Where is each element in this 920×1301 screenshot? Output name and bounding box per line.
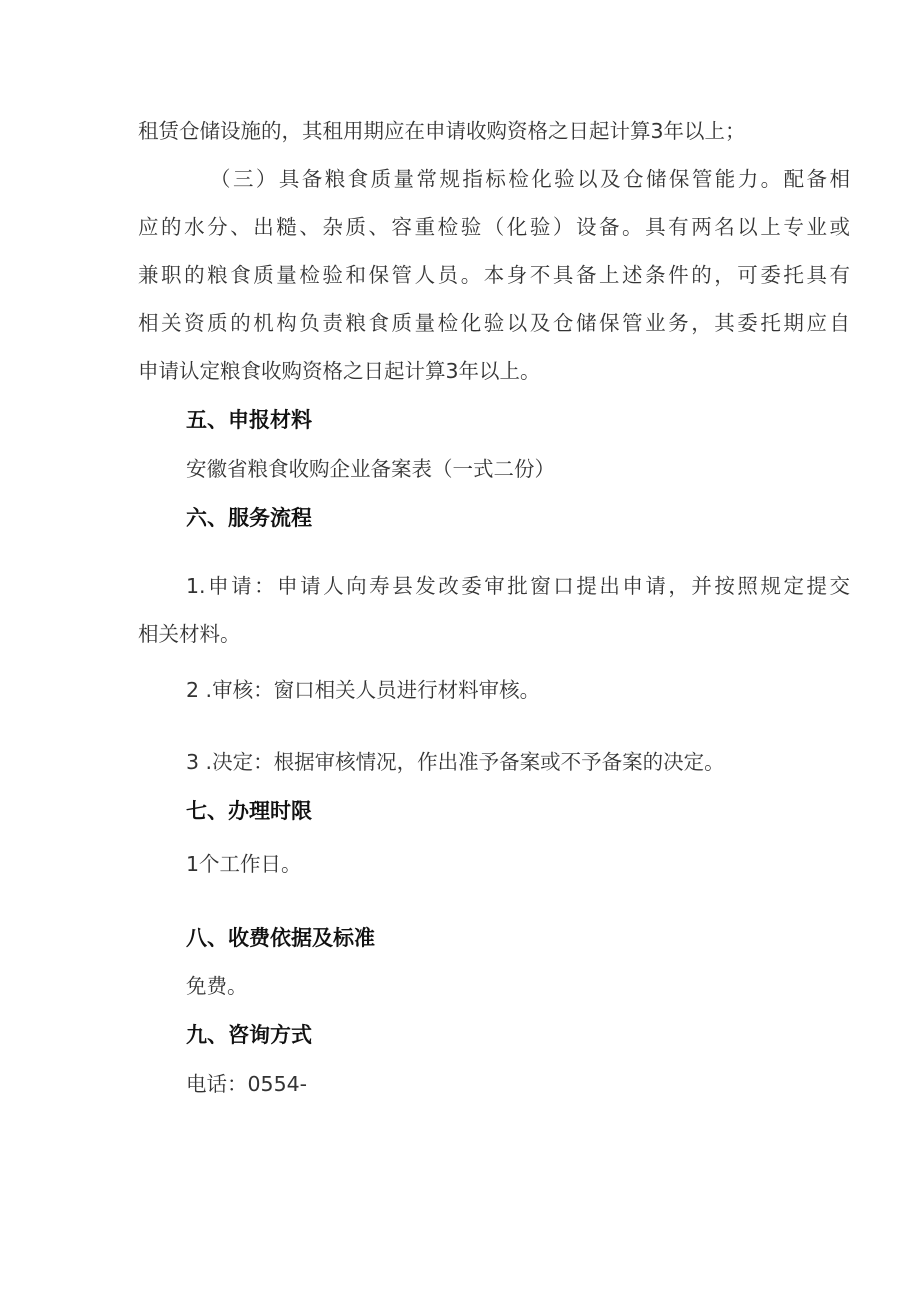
section-body-materials: 安徽省粮食收购企业备案表（一式二份） xyxy=(186,457,555,481)
paragraph-line: 申请认定粮食收购资格之日起计算3年以上。 xyxy=(138,359,541,383)
paragraph-line: （三）具备粮食质量常规指标检化验以及仓储保管能力。配备相 xyxy=(210,167,850,191)
process-step-review: 2 .审核：窗口相关人员进行材料审核。 xyxy=(186,678,541,702)
section-heading-process: 六、服务流程 xyxy=(186,506,312,530)
section-body-time-limit: 1个工作日。 xyxy=(186,852,302,876)
section-heading-materials: 五、申报材料 xyxy=(186,408,312,432)
paragraph-line: 兼职的粮食质量检验和保管人员。本身不具备上述条件的，可委托具有 xyxy=(138,263,850,287)
process-step-apply: 1.申请：申请人向寿县发改委审批窗口提出申请，并按照规定提交 xyxy=(186,574,850,598)
section-heading-contact: 九、咨询方式 xyxy=(186,1023,312,1047)
paragraph-line: 相关资质的机构负责粮食质量检化验以及仓储保管业务，其委托期应自 xyxy=(138,311,850,335)
process-step-decision: 3 .决定：根据审核情况，作出准予备案或不予备案的决定。 xyxy=(186,750,725,774)
process-step-apply-cont: 相关材料。 xyxy=(138,622,241,646)
paragraph-line: 应的水分、出糙、杂质、容重检验（化验）设备。具有两名以上专业或 xyxy=(138,215,850,239)
section-heading-time-limit: 七、办理时限 xyxy=(186,799,312,823)
section-body-fees: 免费。 xyxy=(186,974,248,998)
section-heading-fees: 八、收费依据及标准 xyxy=(186,926,375,950)
paragraph-line: 租赁仓储设施的，其租用期应在申请收购资格之日起计算3年以上； xyxy=(138,119,746,143)
section-body-contact: 电话：0554- xyxy=(186,1072,308,1096)
